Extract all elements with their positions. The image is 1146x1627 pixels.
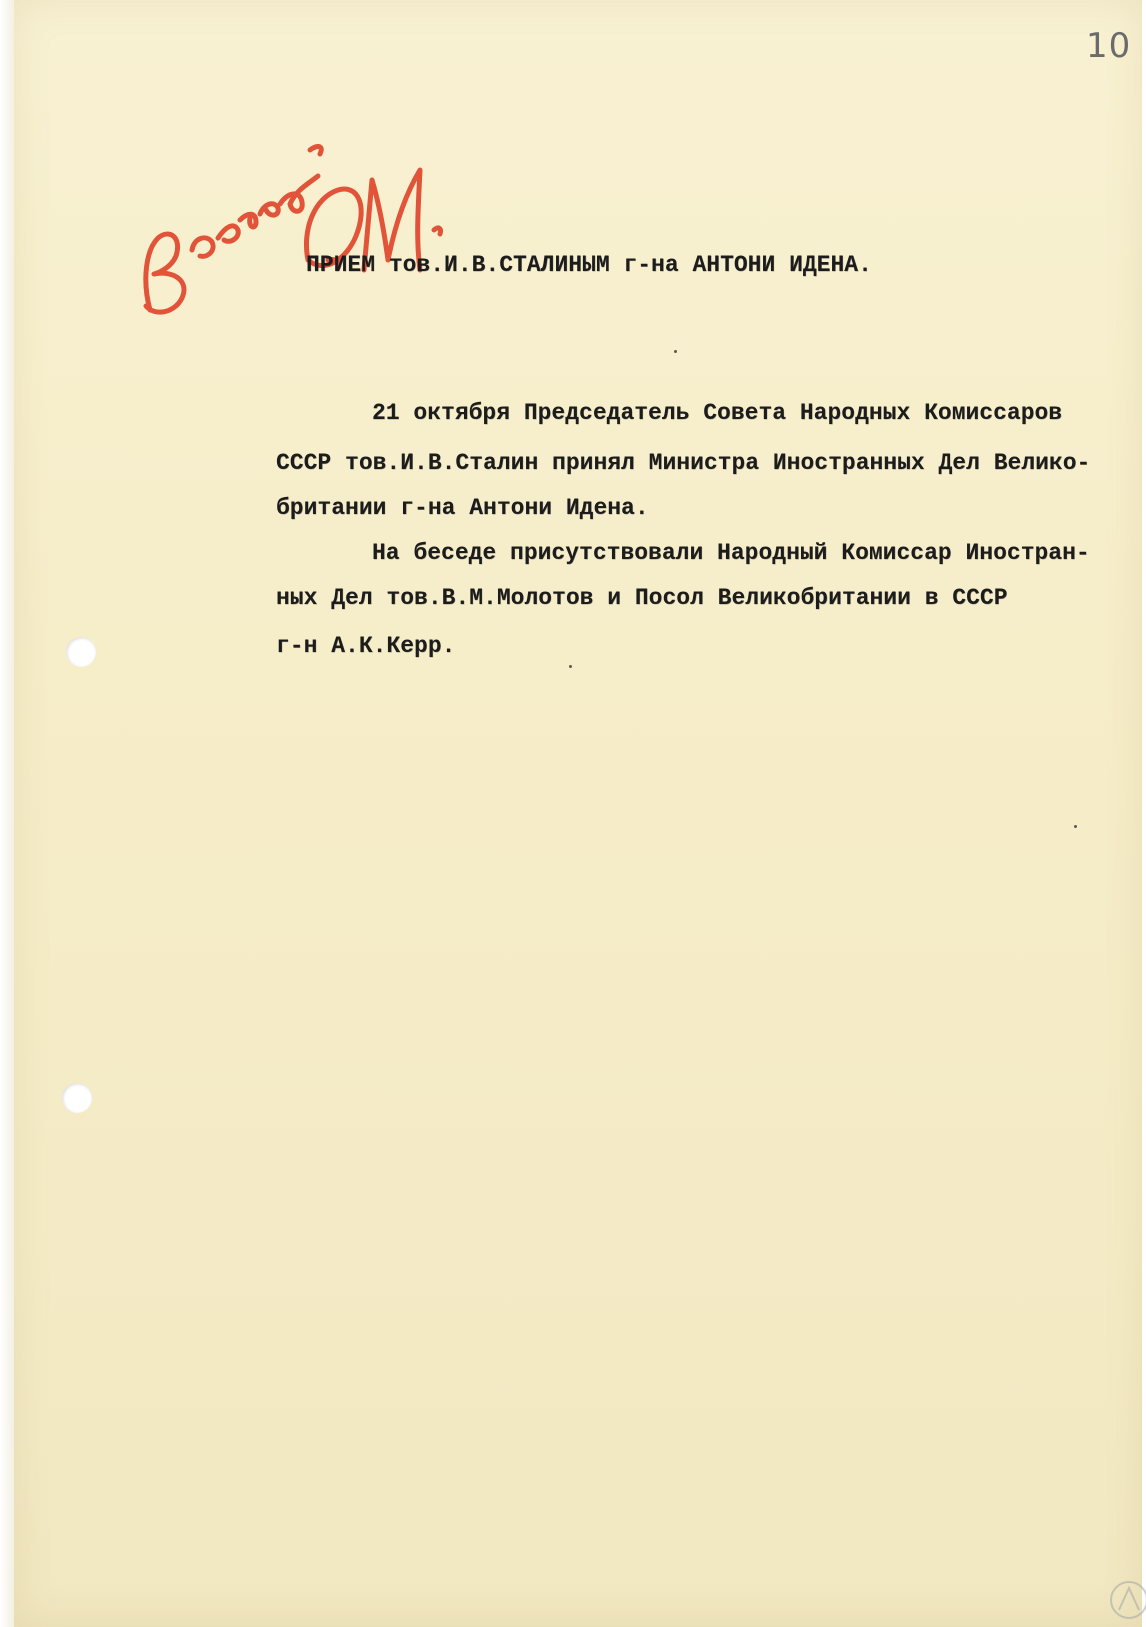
paragraph-2-line-2: ных Дел тов.В.М.Молотов и Посол Великобритании в СССР bbox=[276, 585, 1008, 611]
paragraph-1-line-2: СССР тов.И.В.Сталин принял Министра Иностранных Дел Велико- bbox=[276, 450, 1091, 476]
archive-stamp-icon bbox=[1099, 1570, 1146, 1620]
paragraph-2-line-1: На беседе присутствовали Народный Комиссар Иностран- bbox=[372, 540, 1090, 566]
page-number: 10 bbox=[1086, 26, 1132, 66]
punch-hole-lower bbox=[62, 1083, 92, 1113]
paragraph-1-line-3: британии г-на Антони Идена. bbox=[276, 495, 649, 521]
handwritten-resolution bbox=[132, 110, 462, 330]
paper-speck bbox=[1074, 825, 1077, 828]
paper-speck bbox=[674, 350, 677, 353]
paper-speck bbox=[569, 665, 572, 668]
document-page bbox=[14, 0, 1142, 1627]
scan-left-margin bbox=[0, 0, 14, 1627]
paragraph-1-line-1: 21 октября Председатель Совета Народных Комиссаров bbox=[372, 400, 1063, 426]
paragraph-2-line-3: г-н А.К.Керр. bbox=[276, 633, 456, 659]
punch-hole-upper bbox=[66, 637, 96, 667]
document-title: ПРИЕМ тов.И.В.СТАЛИНЫМ г-на АНТОНИ ИДЕНА. bbox=[306, 252, 872, 278]
